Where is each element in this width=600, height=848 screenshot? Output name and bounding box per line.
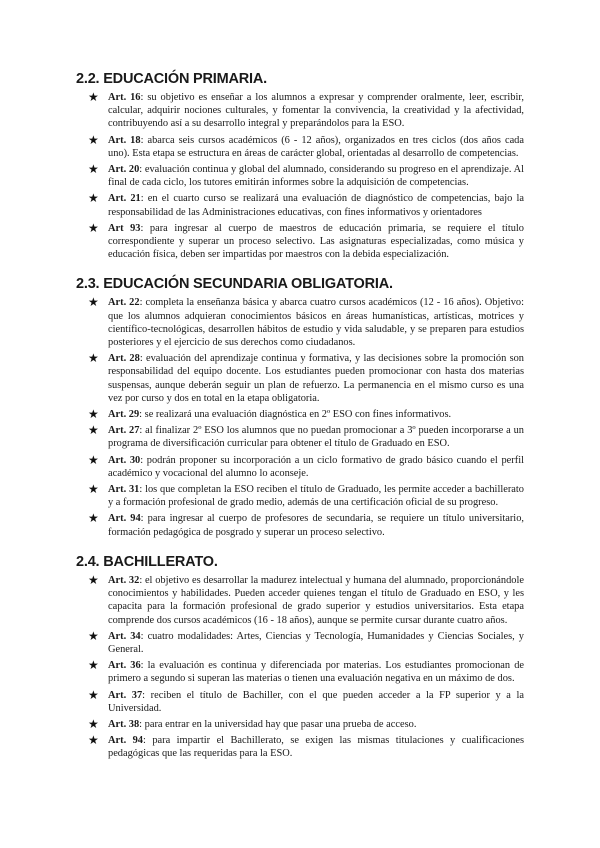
list-item	[88, 482, 524, 509]
article-text: : para impartir el Bachillerato, se exigen las mismas titulaciones y cualificaciones pedagógicas que las requeridas para la ESO.	[108, 735, 524, 760]
article-text: : el objetivo es desarrollar la madurez intelectual y humana del alumnado, proporcionándole conocimientos y habilidades. Pueden acceder quienes tengan el título de Graduado en ESO, y les capacita para la formación profesional de grado superior y estudios universitarios. Esta etapa comprende dos cursos académicos (16 - 18 años), aunque se permite cursar durante cuatro años.	[108, 574, 524, 626]
article-text: : al finalizar 2º ESO los alumnos que no puedan promocionar a 3º pueden incorporarse a un programa de diversificación curricular para obtener el título de Graduado en ESO.	[108, 425, 524, 450]
article-list	[76, 296, 524, 538]
article-text: : reciben el título de Bachiller, con el que pueden acceder a la FP superior y a la Universidad.	[108, 689, 524, 714]
article-number: Art. 22	[108, 297, 140, 309]
list-item	[88, 452, 524, 480]
list-item	[88, 191, 524, 218]
list-item	[88, 572, 524, 627]
section-primaria	[76, 70, 524, 261]
star-bullet-icon: ★	[88, 658, 99, 673]
star-bullet-icon: ★	[88, 220, 99, 235]
star-bullet-icon: ★	[88, 351, 99, 366]
article-number: Art. 28	[108, 353, 140, 365]
section-title: 2.2. EDUCACIÓN PRIMARIA.	[76, 71, 267, 87]
list-item	[88, 423, 524, 450]
article-number: Art. 37	[108, 689, 143, 701]
article-number: Art. 16	[108, 92, 141, 103]
article-text: : la evaluación es continua y diferenciada por materias. Los estudiantes promocionan de primero a segundo si superan las materias o tienen una evaluación negativa en un máximo de dos.	[108, 660, 524, 685]
article-number: Art. 36	[108, 660, 141, 672]
article-number: Art. 31	[108, 484, 140, 496]
list-item	[88, 295, 525, 349]
star-bullet-icon: ★	[88, 511, 99, 526]
star-bullet-icon: ★	[88, 733, 99, 748]
article-number: Art. 18	[108, 134, 141, 146]
star-bullet-icon: ★	[88, 482, 99, 497]
article-list	[76, 574, 524, 761]
star-bullet-icon: ★	[88, 132, 99, 147]
list-item	[88, 658, 524, 685]
section-bachillerato	[76, 553, 524, 761]
article-number: Art. 34	[108, 630, 141, 642]
article-text: : evaluación del aprendizaje continua y formativa, y las decisiones sobre la promoción son responsabilidad del equipo docente. Los estudiantes pueden promocionar con hasta dos materias suspensas, aunque deberán seguir un plan de refuerzo. La permanencia en el mismo curso es una vez por curso y dos en total en la etapa obligatoria.	[108, 353, 525, 404]
list-item	[88, 90, 524, 131]
star-bullet-icon: ★	[88, 572, 99, 587]
list-item	[88, 716, 524, 731]
article-number: Art 93	[108, 222, 141, 234]
list-item	[88, 628, 524, 656]
section-eso	[76, 275, 524, 538]
star-bullet-icon: ★	[88, 628, 99, 643]
section-title: 2.4. BACHILLERATO.	[76, 553, 218, 570]
list-item	[88, 511, 524, 538]
article-number: Art. 27	[108, 425, 140, 437]
article-number: Art. 20	[108, 164, 140, 176]
section-title: 2.3. EDUCACIÓN SECUNDARIA OBLIGATORIA.	[76, 276, 393, 293]
article-text: : para ingresar al cuerpo de profesores de secundaria, se requiere un título universitario, formación pedagógica de posgrado y superar un proceso selectivo.	[108, 513, 524, 538]
star-bullet-icon: ★	[88, 407, 99, 422]
star-bullet-icon: ★	[88, 687, 99, 702]
list-item	[88, 220, 524, 262]
article-text: : evaluación continua y global del alumnado, considerando su progreso en el aprendizaje. Al final de cada ciclo, los tutores emitirán informes sobre la adquisición de competencias.	[108, 164, 524, 189]
article-number: Art. 38	[108, 718, 140, 730]
list-item	[88, 407, 524, 422]
star-bullet-icon: ★	[88, 452, 99, 467]
article-text: : abarca seis cursos académicos (6 - 12 años), organizados en tres ciclos (dos años cada uno). Esta etapa se estructura en áreas de carácter global, orientadas al desarrollo de competencias.	[108, 134, 524, 159]
article-list	[76, 91, 524, 261]
list-item	[88, 687, 524, 715]
article-number: Art. 21	[108, 193, 141, 205]
article-text: : para ingresar al cuerpo de maestros de educación primaria, se requiere el título correspondiente y superar un proceso selectivo. Las asignaturas especializadas, como música y educación física, deben ser impartidas por maestros con la debida especialización.	[108, 222, 524, 261]
article-text: : en el cuarto curso se realizará una evaluación de diagnóstico de competencias, bajo la responsabilidad de las Administraciones educativas, con fines informativos y orientadores	[108, 193, 524, 218]
article-text: : podrán proponer su incorporación a un ciclo formativo de grado básico cuando el perfil académico y vocacional del alumno lo aconseje.	[108, 454, 524, 479]
list-item	[88, 351, 525, 405]
article-text: : cuatro modalidades: Artes, Ciencias y Tecnología, Humanidades y Ciencias Sociales, y General.	[108, 630, 524, 655]
article-number: Art. 94	[108, 735, 144, 747]
article-number: Art. 32	[108, 574, 140, 586]
article-number: Art. 94	[108, 513, 141, 525]
star-bullet-icon: ★	[88, 295, 99, 310]
article-text: : su objetivo es enseñar a los alumnos a expresar y comprender oralmente, leer, escribir, calcular, adquirir nociones culturales, y fomentar la convivencia, la creatividad y la afectividad, contribuyendo así a su desarrollo integral y preparándolos para la ESO.	[108, 92, 524, 130]
list-item	[88, 162, 524, 189]
list-item	[88, 132, 524, 160]
star-bullet-icon: ★	[88, 423, 99, 438]
list-item	[88, 733, 524, 760]
star-bullet-icon: ★	[88, 191, 99, 206]
article-text: : completa la enseñanza básica y abarca cuatro cursos académicos (12 - 16 años). Objetivo: que los alumnos adquieran conocimientos básicos en áreas humanísticas, artísticas, motrices y científico-tecnológicas, desarrollen hábitos de estudio y vida saludable, y se preparen para estudios posteriores y el ejercicio de sus derechos como ciudadanos.	[108, 297, 525, 349]
star-bullet-icon: ★	[88, 162, 99, 177]
article-number: Art. 29	[108, 409, 140, 421]
article-text: : se realizará una evaluación diagnóstica en 2º ESO con fines informativos.	[139, 409, 452, 421]
star-bullet-icon: ★	[88, 90, 99, 104]
article-text: : para entrar en la universidad hay que pasar una prueba de acceso.	[139, 718, 417, 730]
article-number: Art. 30	[108, 454, 141, 466]
article-text: : los que completan la ESO reciben el título de Graduado, les permite acceder a bachillerato y a formación profesional de grado medio, además de una certificación oficial de su progreso.	[108, 484, 524, 509]
star-bullet-icon: ★	[88, 716, 99, 731]
